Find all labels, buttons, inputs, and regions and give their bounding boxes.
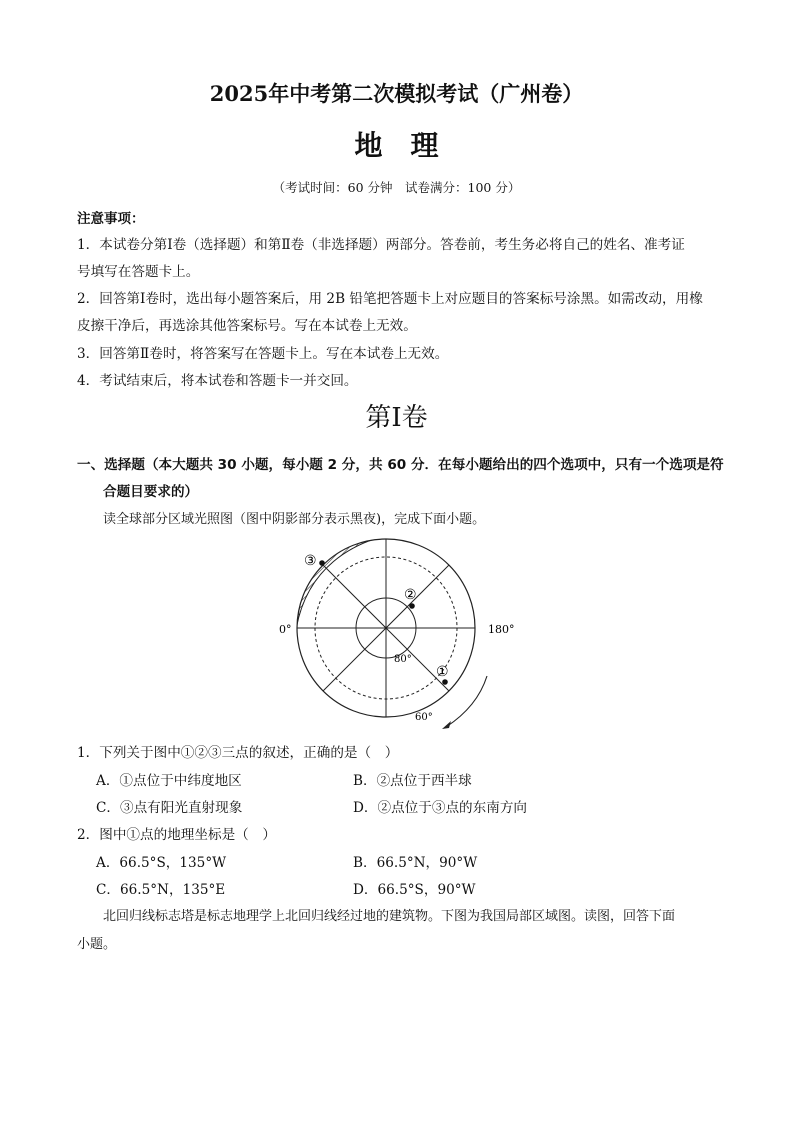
section-heading: 一、选择题（本大题共 30 小题，每小题 2 分，共 60 分．在每小题给出的四个选项中，只有一个选项是符 [77, 457, 724, 473]
question-2-stem: 2．图中①点的地理坐标是（ ） [77, 827, 276, 843]
notice-line: 4．考试结束后，将本试卷和答题卡一并交回。 [77, 373, 358, 389]
section-heading-cont: 合题目要求的） [103, 484, 199, 500]
question-2-option-d[interactable]: D．66.5°S，90°W [353, 882, 476, 898]
question-1-option-d[interactable]: D．②点位于③点的东南方向 [353, 800, 528, 816]
notice-line: 1．本试卷分第Ⅰ卷（选择题）和第Ⅱ卷（非选择题）两部分。答卷前，考生务必将自己的姓名、准考证 [77, 237, 685, 253]
volume-title: 第Ⅰ卷 [365, 403, 428, 433]
question-2-option-c[interactable]: C．66.5°N，135°E [96, 882, 226, 898]
arrowhead-icon [442, 721, 451, 729]
question-1-option-a[interactable]: A．①点位于中纬度地区 [96, 773, 242, 789]
point-1-label: ① [436, 664, 449, 680]
point-1-dot [442, 679, 448, 685]
passage-line: 北回归线标志塔是标志地理学上北回归线经过地的建筑物。下图为我国局部区域图。读图，回答下面 [103, 909, 676, 924]
notice-line: 2．回答第Ⅰ卷时，选出每小题答案后，用 2B 铅笔把答题卡上对应题目的答案标号涂黑。如需改动，用橡 [77, 291, 703, 307]
lat-60-label: 60° [415, 712, 433, 723]
question-1-stem: 1．下列关于图中①②③三点的叙述，正确的是（ ） [77, 745, 399, 761]
notice-line: 号填写在答题卡上。 [77, 264, 200, 280]
passage-line: 小题。 [77, 937, 117, 952]
question-intro: 读全球部分区域光照图（图中阴影部分表示黑夜)，完成下面小题。 [103, 512, 486, 527]
notice-line: 3．回答第Ⅱ卷时，将答案写在答题卡上。写在本试卷上无效。 [77, 346, 449, 362]
question-2-option-b[interactable]: B．66.5°N，90°W [353, 855, 478, 871]
notice-line: 皮擦干净后，再选涂其他答案标号。写在本试卷上无效。 [77, 318, 417, 334]
lat-80-label: 80° [394, 654, 412, 665]
point-3-label: ③ [304, 553, 317, 569]
exam-title: 2025年中考第二次模拟考试（广州卷） [209, 81, 584, 106]
subject-title: 地理 [354, 129, 467, 162]
exam-info: （考试时间：60 分钟 试卷满分：100 分） [272, 180, 521, 195]
polar-illumination-diagram [270, 530, 515, 730]
point-2-dot [409, 603, 415, 609]
question-1-option-b[interactable]: B．②点位于西半球 [353, 773, 472, 789]
question-1-option-c[interactable]: C．③点有阳光直射现象 [96, 800, 243, 816]
point-2-label: ② [404, 587, 417, 603]
point-3-dot [319, 560, 325, 566]
lon-0-label: 0° [279, 623, 292, 636]
lon-180-label: 180° [488, 623, 515, 636]
question-2-option-a[interactable]: A．66.5°S，135°W [96, 855, 227, 871]
notice-heading: 注意事项： [77, 211, 145, 227]
rotation-arrow [446, 676, 487, 727]
